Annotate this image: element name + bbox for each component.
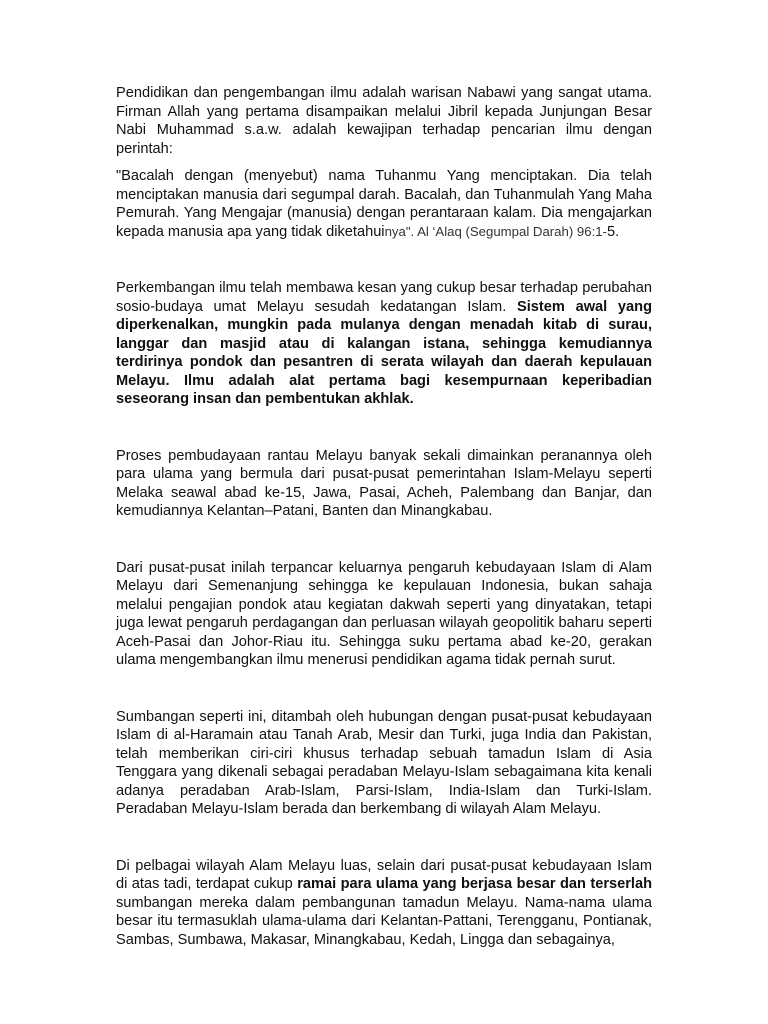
paragraph-4 [116, 447, 652, 521]
paragraph-2-quran-quote [116, 167, 652, 241]
paragraph-4-text: Proses pembudayaan rantau Melayu banyak sekali dimainkan peranannya oleh para ulama yang bermula dari pusat-pusat pemerintahan Islam-Melayu seperti Melaka seawal abad ke-15, Jawa, Pasai, Acheh, Palembang dan Banjar, dan kemudiannya Kelantan–Patani, Banten dan Minangkabau. [116, 447, 652, 519]
paragraph-3 [116, 279, 652, 409]
paragraph-1-text: Pendidikan dan pengembangan ilmu adalah warisan Nabawi yang sangat utama. Firman Allah yang pertama disampaikan melalui Jibril kepada Junjungan Besar Nabi Muhammad s.a.w. adalah kewajipan terhadap pencarian ilmu dengan perintah: [116, 85, 652, 157]
paragraph-7-text-end: sumbangan mereka dalam pembangunan tamadun Melayu. Nama-nama ulama besar itu termasuklah ulama-ulama dari Kelantan-Pattani, Terengganu, Pontianak, Sambas, Sumbawa, Makasar, Minangkabau, Kedah, Lingga dan sebagainya, [116, 894, 652, 948]
paragraph-2-citation: nya". Al ‘Alaq (Segumpal Darah) 96:1- [384, 223, 607, 239]
paragraph-3-bold-text: Sistem awal yang diperkenalkan, mungkin pada mulanya dengan menadah kitab di surau, langgar dan masjid atau di kalangan istana, sehingga kemudiannya terdirinya pondok dan pesantren di serata wilayah dan daerah kepulauan Melayu. Ilmu adalah alat pertama bagi kesempurnaan keperibadian seseorang insan dan pembentukan akhlak. [116, 298, 652, 407]
paragraph-5-text: Dari pusat-pusat inilah terpancar keluarnya pengaruh kebudayaan Islam di Alam Melayu dari Semenanjung sehingga ke kepulauan Indonesia, bukan sahaja melalui pengajian pondok atau kegiatan dakwah seperti yang dinyatakan, tetapi juga lewat pengaruh perdagangan dan perluasan wilayah geopolitik baharu seperti Aceh-Pasai dan Johor-Riau itu. Sehingga suku pertama abad ke-20, gerakan ulama mengembangkan ilmu menerusi pendidikan agama tidak pernah surut. [116, 559, 652, 668]
document-page [116, 84, 652, 949]
paragraph-5 [116, 559, 652, 670]
paragraph-7 [116, 857, 652, 950]
paragraph-6-text: Sumbangan seperti ini, ditambah oleh hubungan dengan pusat-pusat kebudayaan Islam di al-Haramain atau Tanah Arab, Mesir dan Turki, juga India dan Pakistan, telah memberikan ciri-ciri khusus terhadap sebuah tamadun Islam di Asia Tenggara yang dikenali sebagai peradaban Melayu-Islam sebagaimana kita kenali adanya peradaban Arab-Islam, Parsi-Islam, India-Islam dan Turki-Islam. Peradaban Melayu-Islam berada dan berkembang di wilayah Alam Melayu. [116, 708, 652, 817]
paragraph-7-text: Di pelbagai wilayah Alam Melayu luas, selain dari pusat-pusat kebudayaan Islam di atas tadi, terdapat cukup [116, 857, 652, 892]
paragraph-3-text: Perkembangan ilmu telah membawa kesan yang cukup besar terhadap perubahan sosio-budaya umat Melayu sesudah kedatangan Islam. [116, 280, 652, 315]
paragraph-1 [116, 84, 652, 158]
paragraph-2-quote-text: "Bacalah dengan (menyebut) nama Tuhanmu Yang menciptakan. Dia telah menciptakan manusia dari segumpal darah. Bacalah, dan Tuhanmulah Yang Maha Pemurah. Yang Mengajar (manusia) dengan perantaraan kalam. Dia mengajarkan kepada manusia apa yang tidak diketahui [116, 168, 652, 240]
paragraph-6 [116, 708, 652, 819]
paragraph-2-citation-end: 5. [606, 223, 620, 240]
paragraph-7-bold-text: ramai para ulama yang berjasa besar dan terserlah [297, 876, 652, 892]
